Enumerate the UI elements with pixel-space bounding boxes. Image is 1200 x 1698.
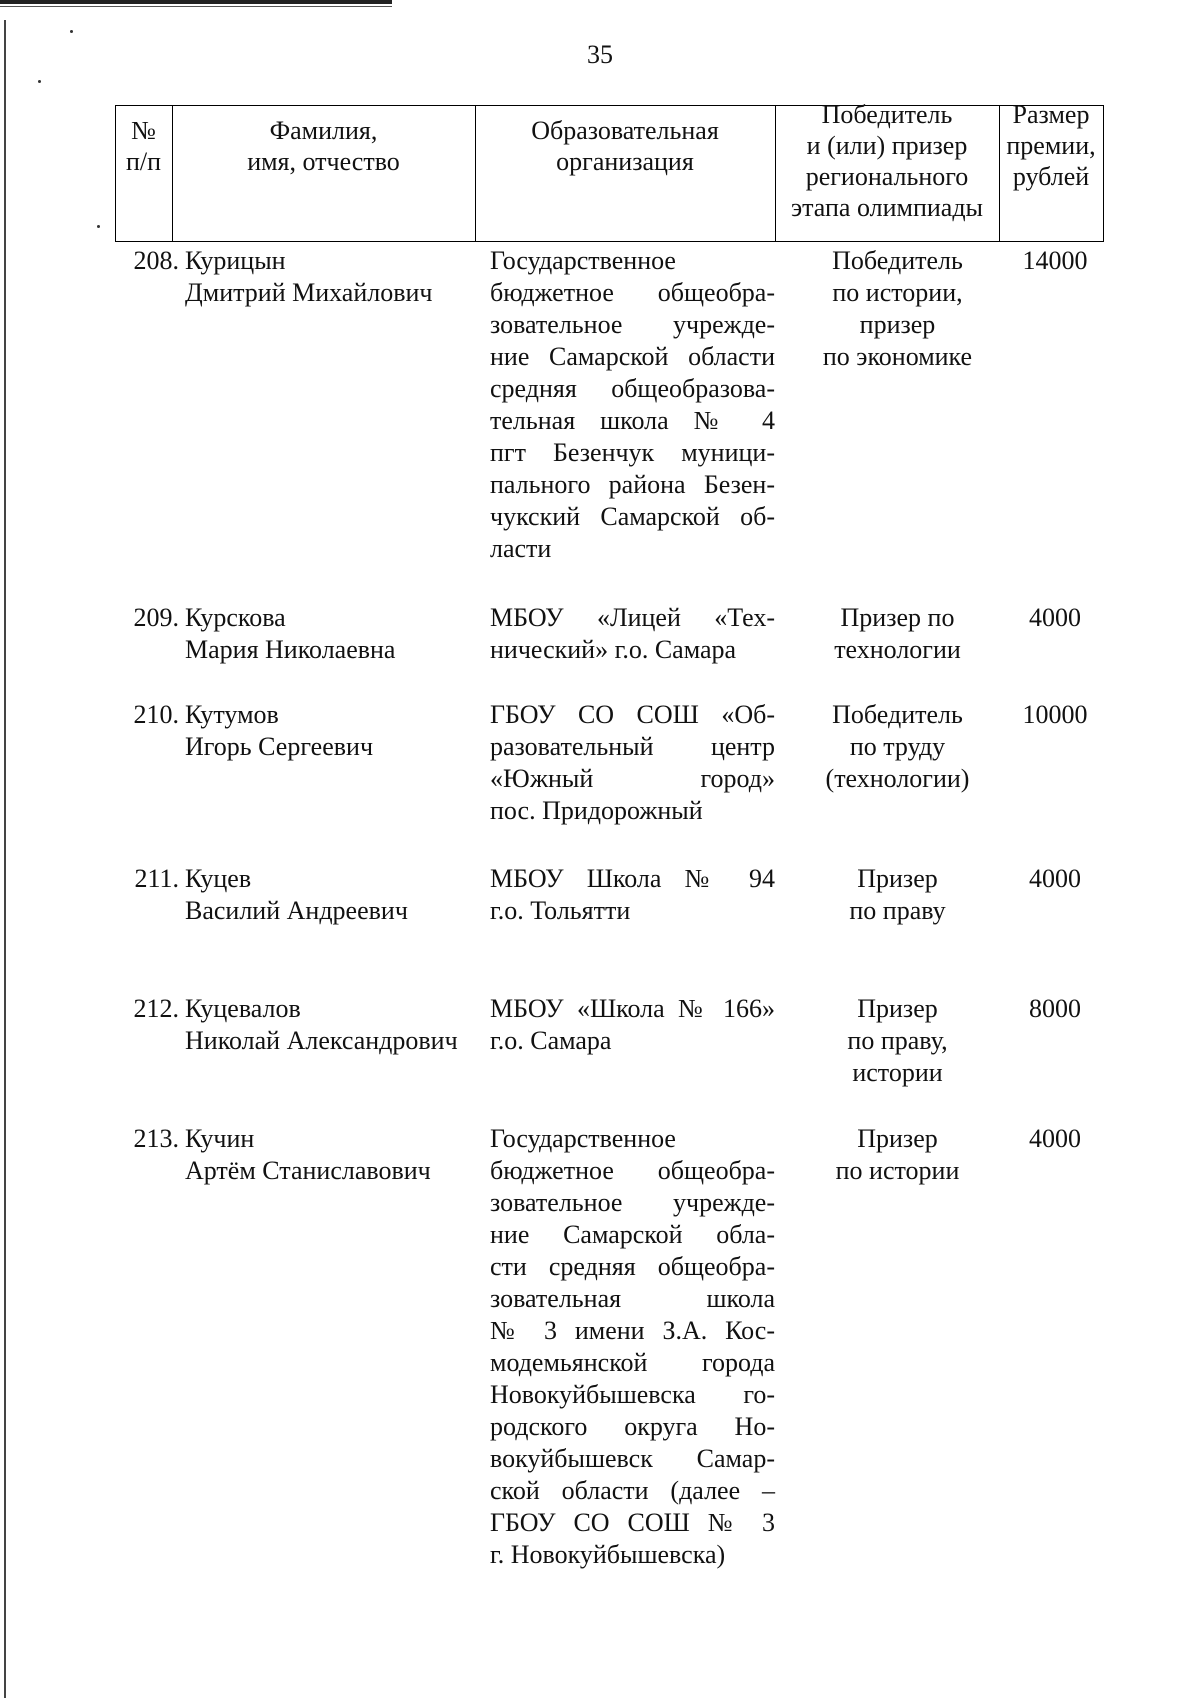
page-number: 35	[587, 40, 613, 69]
left-margin-rule	[4, 20, 6, 1698]
row-name: Кутумов Игорь Сергеевич	[185, 700, 374, 761]
header-bottom-border	[115, 241, 1104, 242]
table-header	[115, 100, 1104, 241]
row-number: 213.	[133, 1124, 179, 1153]
row-number: 212.	[133, 994, 179, 1023]
header-award: Победитель и (или) призер регионального этапа олимпиады	[790, 100, 984, 222]
row-name: Курицын Дмитрий Михайлович	[185, 246, 433, 307]
row-prize: 10000	[1022, 700, 1088, 729]
row-name: Куцевалов Николай Александрович	[185, 994, 458, 1055]
row-number: 211.	[134, 864, 179, 893]
row-award: Победитель по труду (технологии)	[825, 700, 970, 793]
scan-speck	[38, 80, 41, 83]
scan-speck	[97, 225, 100, 228]
row-award: Призер по праву, истории	[847, 994, 948, 1087]
header-org: Образовательная организация	[531, 116, 719, 176]
row-number: 208.	[133, 246, 179, 275]
row-number: 210.	[133, 700, 179, 729]
row-number: 209.	[133, 603, 179, 632]
row-organization: ГБОУ СО СОШ «Об- разовательный центр «Южный город» пос. Придорожный	[490, 700, 775, 825]
row-award: Победитель по истории, призер по экономике	[822, 246, 973, 371]
row-prize: 8000	[1029, 994, 1081, 1023]
top-rule-thin	[0, 6, 392, 7]
row-name: Кучин Артём Станиславович	[185, 1124, 431, 1185]
header-name: Фамилия, имя, отчество	[247, 116, 400, 176]
header-prize: Размер премии, рублей	[1006, 100, 1096, 191]
award-table	[115, 100, 1104, 1569]
row-prize: 4000	[1029, 864, 1081, 893]
row-organization: МБОУ Школа № 94 г.о. Тольятти	[490, 864, 775, 925]
row-prize: 4000	[1029, 603, 1081, 632]
row-name: Курскова Мария Николаевна	[185, 603, 396, 664]
row-organization: Государственное бюджетное общеобра- зовательное учрежде- ние Самарской обла- сти средняя общеобра- зовательная школа № 3 имени З.А. Кос- модемьянской города Новокуйбышевска го- родского округа Но- вокуйбышевск Самар- ской области (далее – ГБОУ СО СОШ № 3 г. Новокуйбышевска)	[490, 1124, 775, 1569]
row-award: Призер по технологии	[834, 603, 961, 664]
row-prize: 4000	[1029, 1124, 1081, 1153]
scan-speck	[70, 30, 73, 33]
header-no: № п/п	[125, 116, 162, 176]
row-organization: МБОУ «Школа № 166» г.о. Самара	[490, 994, 775, 1055]
row-organization: МБОУ «Лицей «Тех- нический» г.о. Самара	[490, 603, 775, 664]
header-divider	[1103, 105, 1104, 242]
top-rule	[0, 0, 392, 4]
row-award: Призер по истории	[835, 1124, 960, 1185]
row-name: Куцев Василий Андреевич	[185, 864, 408, 925]
row-award: Призер по праву	[849, 864, 946, 925]
row-prize: 14000	[1022, 246, 1088, 275]
row-organization: Государственное бюджетное общеобра- зовательное учрежде- ние Самарской области средняя общеобразова- тельная школа № 4 пгт Безенчук муници- пального района Безен- чукский Самарской об- ласти	[490, 246, 775, 563]
